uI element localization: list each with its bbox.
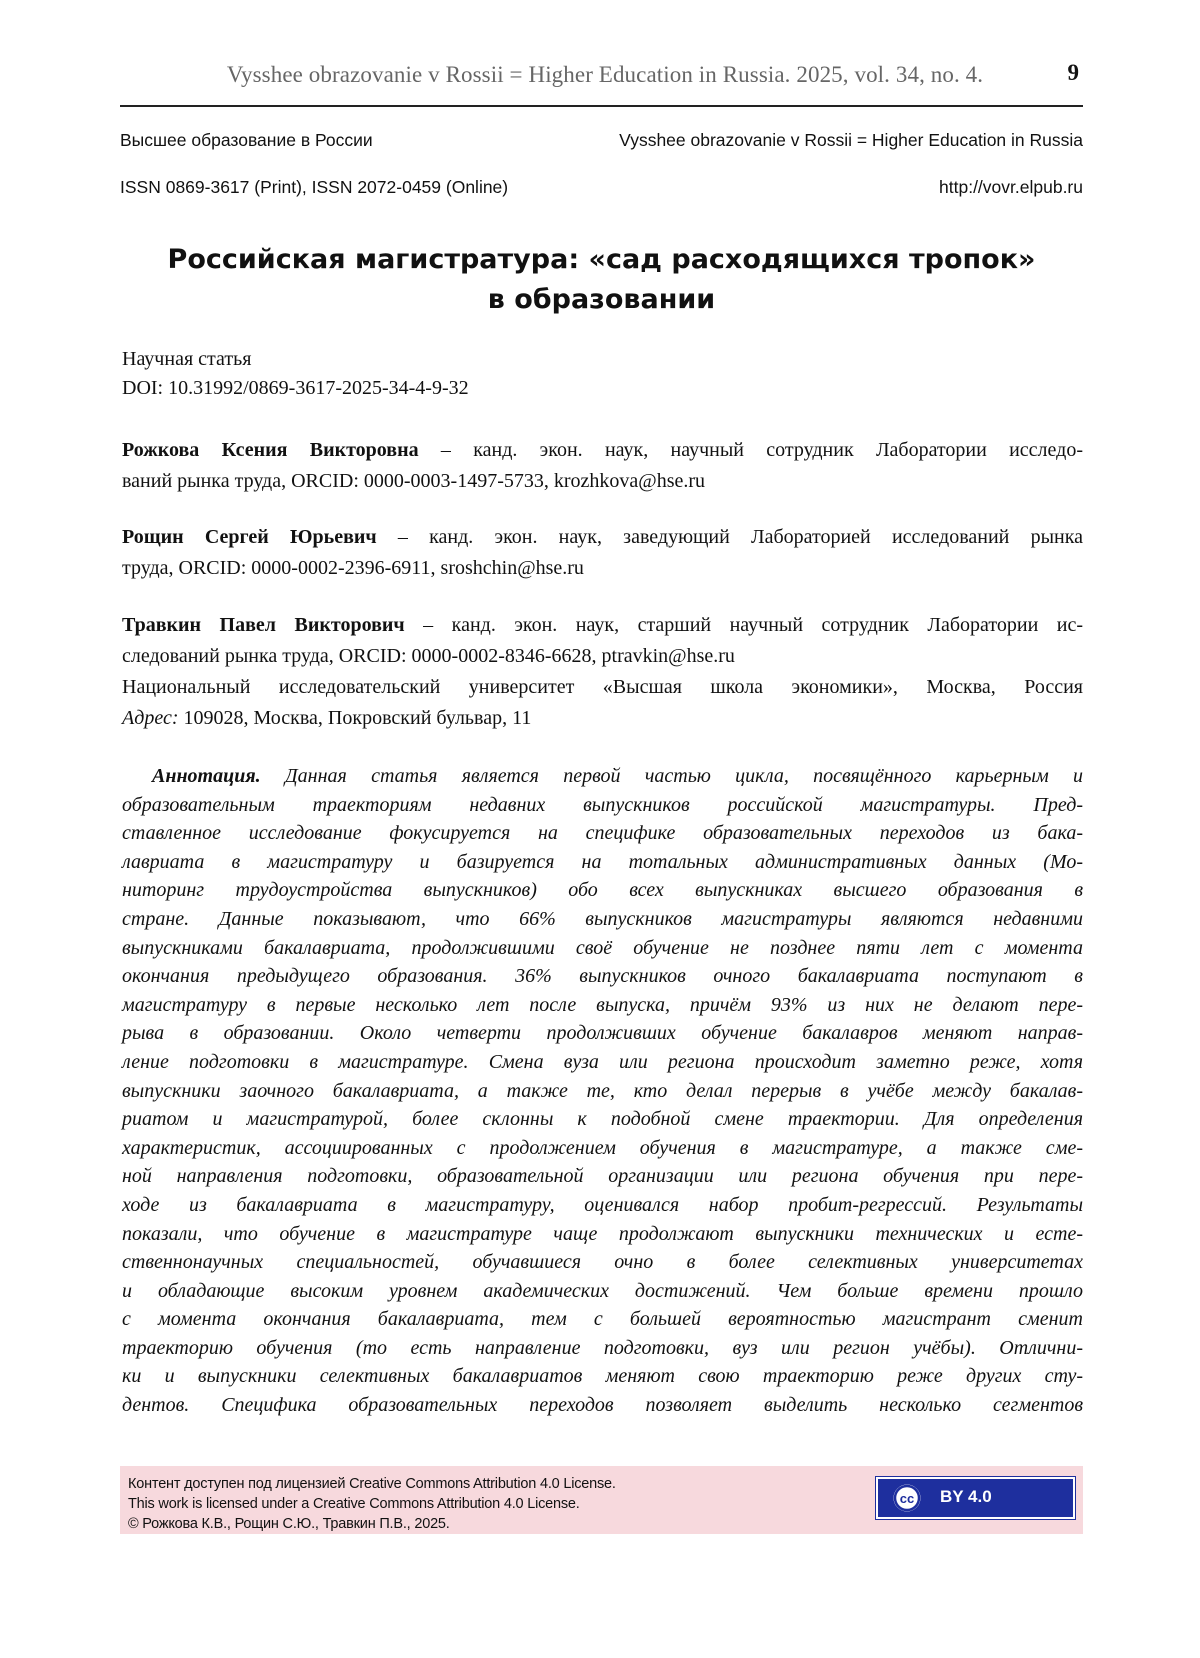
abstract-line: окончания предыдущего образования. 36% выпускников очного бакалавриата поступают в (122, 965, 1083, 988)
issn: ISSN 0869-3617 (Print), ISSN 2072-0459 (Online) (120, 177, 509, 197)
address-value: 109028, Москва, Покровский бульвар, 11 (178, 707, 532, 729)
address-label: Адрес: (122, 707, 179, 729)
running-title: Vysshee obrazovanie v Rossii = Higher Education in Russia. 2025, vol. 34, no. 4. (226, 62, 984, 87)
abstract-line: ставленное исследование фокусируется на специфике образовательных переходов из бака- (122, 822, 1083, 845)
author-details: – канд. экон. наук, старший научный сотрудник Лаборатории ис- (404, 614, 1083, 636)
abstract-line: ной направления подготовки, образовательной организации или региона обучения при пере- (122, 1165, 1083, 1188)
page-number: 9 (1067, 60, 1079, 85)
abstract-line: траекторию обучения (то есть направление подготовки, вуз или регион учёбы). Отлични- (122, 1336, 1083, 1359)
author-name: Травкин Павел Викторович (122, 614, 405, 636)
article-title-line: в образовании (487, 284, 716, 315)
abstract-line: и обладающие высоким уровнем академических достижений. Чем больше времени прошло (122, 1279, 1083, 1302)
journal-name-en: Vysshee obrazovanie v Rossii = Higher Education in Russia (619, 130, 1083, 150)
license-text (128, 1474, 616, 1534)
author-entry (122, 435, 1083, 497)
address (122, 703, 531, 734)
cc-logo-icon (884, 1482, 930, 1514)
abstract-line: выпускниками бакалавриата, продолжившими своё обучение не позднее пяти лет с момента (122, 936, 1083, 959)
journal-page (120, 0, 1083, 1658)
abstract-line: выпускники заочного бакалавриата, а также те, кто делал перерыв в учёбе между бакалав- (122, 1079, 1083, 1102)
article-title-line: Российская магистратура: «сад расходящихся тропок» (167, 244, 1036, 275)
abstract-line: риатом и магистратурой, более склонны к подобной смене траектории. Для определения (122, 1108, 1083, 1131)
journal-url[interactable]: http://vovr.elpub.ru (939, 177, 1083, 197)
abstract-line: стране. Данные показывают, что 66% выпускников магистратуры являются недавними (122, 907, 1083, 930)
abstract-line: Данная статья является первой частью цикла, посвящённого карьерным и (260, 765, 1083, 787)
license-line-ru: Контент доступен под лицензией Creative Commons Attribution 4.0 License. (128, 1476, 616, 1492)
abstract-line: рыва в образовании. Около четверти продолживших обучение бакалавров меняют направ- (122, 1022, 1083, 1045)
running-head (120, 58, 1083, 98)
abstract-line: лавриата в магистратуру и базируется на тотальных административных данных (Мо- (122, 850, 1083, 873)
issn-row (120, 177, 1083, 203)
copyright: © Рожкова К.В., Рощин С.Ю., Травкин П.В., 2025. (128, 1516, 450, 1532)
author-entry (122, 610, 1083, 672)
article-title (120, 240, 1083, 320)
abstract-line: ление подготовки в магистратуре. Смена вуза или региона происходит заметно реже, хотя (122, 1050, 1083, 1073)
author-details: труда, ORCID: 0000-0002-2396-6911, sroshchin@hse.ru (122, 557, 584, 579)
affiliation: Национальный исследовательский университет «Высшая школа экономики», Москва, Россия (122, 676, 1083, 698)
abstract-line: дентов. Специфика образовательных переходов позволяет выделить несколько сегментов (122, 1394, 1083, 1417)
journal-name-row (120, 130, 1083, 156)
author-details: – канд. экон. наук, научный сотрудник Лаборатории исследо- (418, 439, 1083, 461)
header-divider (120, 105, 1083, 107)
cc-logo-text: cc (899, 1491, 915, 1506)
abstract-line: образовательным траекториям недавних выпускников российской магистратуры. Пред- (122, 793, 1083, 816)
abstract-line: характеристик, ассоциированных с продолжением обучения в магистратуре, а также сме- (122, 1136, 1083, 1159)
author-details: – канд. экон. наук, заведующий Лабораторией исследований рынка (376, 526, 1084, 548)
cc-by-badge[interactable] (876, 1477, 1075, 1519)
cc-by-label: BY 4.0 (940, 1487, 992, 1506)
abstract-line: ственнонаучных специальностей, обучавшиеся очно в более селективных университетах (122, 1251, 1083, 1274)
article-type: Научная статья (122, 348, 252, 370)
abstract-line: ходе из бакалавриата в магистратуру, оценивался набор пробит-регрессий. Результаты (122, 1193, 1083, 1216)
abstract-line: магистратуру в первые несколько лет после выпуска, причём 93% из них не делают пере- (122, 993, 1083, 1016)
author-details: следований рынка труда, ORCID: 0000-0002-8346-6628, ptravkin@hse.ru (122, 645, 735, 667)
abstract (122, 762, 1083, 1420)
abstract-line: показали, что обучение в магистратуре чаще продолжают выпускники технических и есте- (122, 1222, 1083, 1245)
author-name: Рощин Сергей Юрьевич (122, 526, 377, 548)
abstract-label: Аннотация. (152, 765, 261, 787)
doi[interactable]: DOI: 10.31992/0869-3617-2025-34-4-9-32 (122, 377, 469, 399)
author-details: ваний рынка труда, ORCID: 0000-0003-1497-5733, krozhkova@hse.ru (122, 470, 706, 492)
abstract-line: ниторинг трудоустройства выпускников) обо всех выпускниках высшего образования в (122, 879, 1083, 902)
license-box (120, 1466, 1083, 1534)
abstract-line: ки и выпускники селективных бакалавриатов меняют свою траекторию реже других сту- (122, 1365, 1083, 1388)
journal-name-ru: Высшее образование в России (120, 130, 373, 150)
author-entry (122, 522, 1083, 584)
license-line-en: This work is licensed under a Creative Commons Attribution 4.0 License. (128, 1496, 580, 1512)
abstract-line: с момента окончания бакалавриата, тем с большей вероятностью магистрант сменит (122, 1308, 1083, 1331)
author-name: Рожкова Ксения Викторовна (122, 439, 419, 461)
